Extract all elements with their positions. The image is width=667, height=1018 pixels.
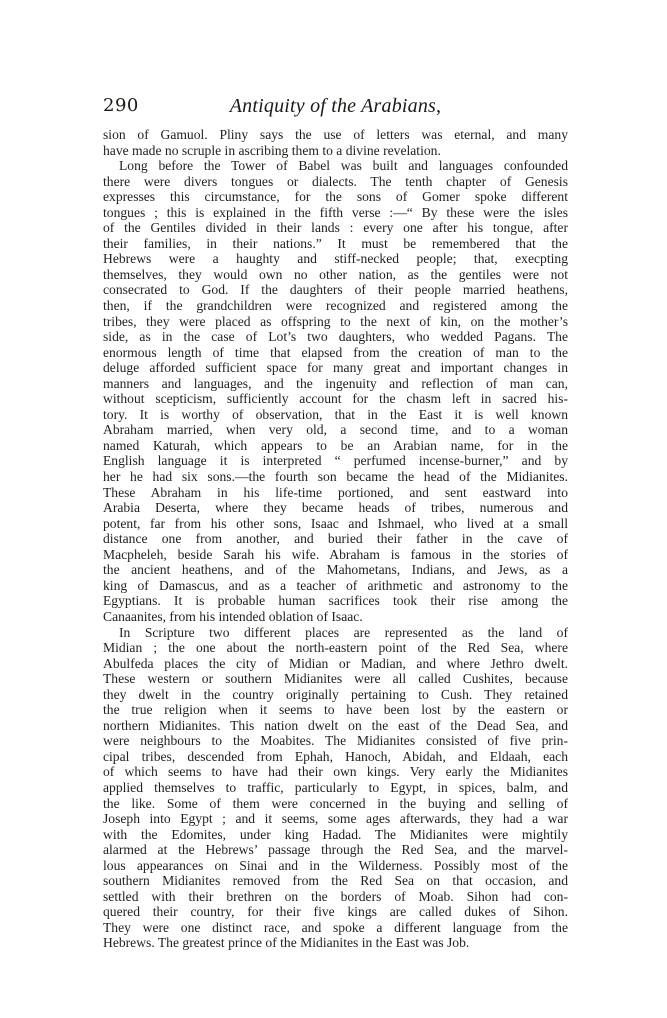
paragraph	[103, 625, 568, 951]
text-line: the true religion when it seems to have been lost by the eastern or	[103, 702, 568, 718]
text-line: consecrated to God. If the daughters of their people married heathens,	[103, 282, 568, 298]
body-text	[103, 127, 568, 951]
text-line: tribes, they were placed as offspring to the next of kin, on the mother’s	[103, 313, 568, 329]
text-line: named Katurah, which appears to be an Arabian name, for in the	[103, 437, 568, 453]
paragraph	[103, 158, 568, 624]
text-line: of the Gentiles divided in their lands : every one after his tongue, after	[103, 220, 568, 236]
text-line: enormous length of time that elapsed from the creation of man to the	[103, 344, 568, 360]
text-line: side, as in the case of Lot’s two daughters, who wedded Pagans. The	[103, 329, 568, 345]
text-line: quered their country, for their five kings are called dukes of Sihon.	[103, 904, 568, 920]
text-line: settled with their brethren on the borders of Moab. Sihon had con-	[103, 888, 568, 904]
text-line: applied themselves to traffic, particularly to Egypt, in spices, balm, and	[103, 779, 568, 795]
text-line: Abraham married, when very old, a second time, and to a woman	[103, 422, 568, 438]
text-line: cipal tribes, descended from Ephah, Hanoch, Abidah, and Eldaah, each	[103, 748, 568, 764]
text-line: These Abraham in his life-time portioned, and sent eastward into	[103, 484, 568, 500]
text-line: have made no scruple in ascribing them to a divine revelation.	[103, 142, 441, 158]
text-line: there were divers tongues or dialects. The tenth chapter of Genesis	[103, 173, 568, 189]
text-line: manners and languages, and the ingenuity and reflection of man can,	[103, 375, 568, 391]
text-line: Arabia Deserta, where they became heads of tribes, numerous and	[103, 500, 568, 516]
text-line: Joseph into Egypt ; and it seems, some ages afterwards, they had a war	[103, 811, 568, 827]
text-line: Midian ; the one about the north-eastern point of the Red Sea, where	[103, 640, 568, 656]
text-line: They were one distinct race, and spoke a different language from the	[103, 919, 568, 935]
text-line: the ancient heathens, and of the Mahometans, Indians, and Jews, as a	[103, 562, 568, 578]
text-line: lous appearances on Sinai and in the Wilderness. Possibly most of the	[103, 857, 568, 873]
text-line: English language it is interpreted “ perfumed incense-burner,” and by	[103, 453, 568, 469]
text-line: northern Midianites. This nation dwelt on the east of the Dead Sea, and	[103, 717, 568, 733]
text-line: southern Midianites removed from the Red Sea on that occasion, and	[103, 873, 568, 889]
text-line: tongues ; this is explained in the fifth verse :—“ By these were the isles	[103, 204, 568, 220]
text-line: of which seems to have had their own kings. Very early the Midianites	[103, 764, 568, 780]
text-line: Hebrews were a haughty and stiff-necked people; that, execpting	[103, 251, 568, 267]
page-number: 290	[103, 95, 139, 116]
text-line: expresses this circumstance, for the sons of Gomer spoke different	[103, 189, 568, 205]
text-line: their families, in their nations.” It must be remembered that the	[103, 235, 568, 251]
text-line: alarmed at the Hebrews’ passage through the Red Sea, and the marvel-	[103, 842, 568, 858]
text-line: with the Edomites, under king Hadad. The Midianites were mightily	[103, 826, 568, 842]
text-line: distance one from another, and buried their father in the cave of	[103, 531, 568, 547]
text-line: they dwelt in the country originally pertaining to Cush. They retained	[103, 686, 568, 702]
text-line: were neighbours to the Moabites. The Midianites consisted of five prin-	[103, 733, 568, 749]
text-line: These western or southern Midianites were all called Cushites, because	[103, 671, 568, 687]
text-line: king of Damascus, and as a teacher of arithmetic and astronomy to the	[103, 577, 568, 593]
text-line: Long before the Tower of Babel was built and languages confounded	[119, 158, 568, 174]
text-line: Egyptians. It is probable human sacrifices took their rise among the	[103, 593, 568, 609]
running-title: Antiquity of the Arabians,	[229, 95, 442, 117]
text-line: Hebrews. The greatest prince of the Midianites in the East was Job.	[103, 935, 470, 951]
paragraph	[103, 127, 568, 158]
text-line: potent, far from his other sons, Isaac and Ishmael, who lived at a small	[103, 515, 568, 531]
text-line: without scepticism, sufficiently account for the chasm left in sacred his-	[103, 391, 568, 407]
text-line: Canaanites, from his intended oblation of Isaac.	[103, 608, 363, 624]
text-line: then, if the grandchildren were recognized and registered among the	[103, 298, 568, 314]
text-line: sion of Gamuol. Pliny says the use of letters was eternal, and many	[103, 127, 568, 142]
text-line: In Scripture two different places are represented as the land of	[119, 624, 568, 640]
text-line: Macpheleh, beside Sarah his wife. Abraham is famous in the stories of	[103, 546, 568, 562]
text-line: deluge afforded sufficient space for many great and important changes in	[103, 360, 568, 376]
text-line: themselves, they would own no other nation, as the gentiles were not	[103, 266, 568, 282]
page-header	[103, 95, 568, 121]
text-line: Abulfeda places the city of Midian or Madian, and where Jethro dwelt.	[103, 655, 568, 671]
text-line: her he had six sons.—the fourth son became the head of the Midianites.	[103, 469, 568, 485]
text-line: the like. Some of them were concerned in the buying and selling of	[103, 795, 568, 811]
text-line: tory. It is worthy of observation, that in the East it is well known	[103, 406, 568, 422]
